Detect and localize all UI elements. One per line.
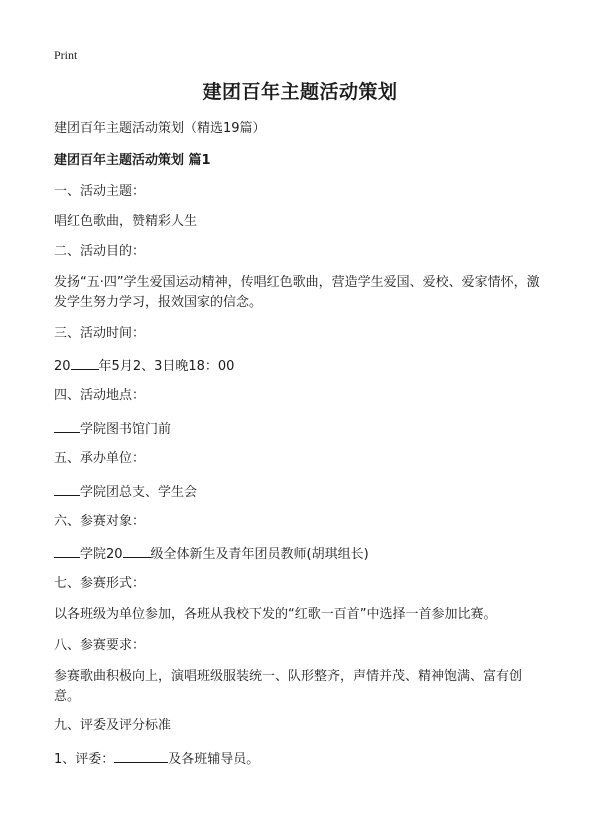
- place-blank: [54, 418, 80, 433]
- time-text: [54, 355, 554, 377]
- participants-blank-2: [123, 543, 151, 558]
- purpose-heading: 二、活动目的：: [54, 244, 146, 259]
- organizer-text: [54, 481, 554, 503]
- theme-heading: 一、活动主题：: [54, 184, 146, 199]
- requirements-text: 参赛歌曲积极向上，演唱班级服装统一、队形整齐，声情并茂、精神饱满、富有创意。: [54, 669, 523, 704]
- participants-blank-1: [54, 543, 80, 558]
- organizer-heading: 五、承办单位：: [54, 451, 146, 466]
- requirements-heading: 八、参赛要求：: [54, 638, 146, 653]
- time-prefix: 20: [54, 359, 71, 374]
- time-suffix: 年5月2、3日晚18：00: [98, 359, 235, 374]
- judges-text: [54, 748, 554, 770]
- judges-prefix: 1、评委：: [54, 752, 115, 767]
- judging-heading: 九、评委及评分标准: [54, 718, 172, 733]
- print-label: Print: [54, 48, 78, 62]
- document-subtitle: 建团百年主题活动策划（精选19篇）: [54, 121, 266, 136]
- time-heading: 三、活动时间：: [54, 326, 146, 341]
- participants-text: [54, 543, 554, 565]
- participants-suffix: 级全体新生及青年团员教师(胡琪组长): [150, 547, 369, 562]
- page-title: 建团百年主题活动策划: [202, 81, 398, 103]
- place-value: 学院图书馆门前: [80, 422, 172, 437]
- participants-heading: 六、参赛对象：: [54, 514, 146, 529]
- form-text: 以各班级为单位参加，各班从我校下发的“红歌一百首”中选择一首参加比赛。: [54, 607, 497, 622]
- section-heading: 建团百年主题活动策划 篇1: [54, 153, 211, 168]
- participants-mid: 学院20: [80, 547, 123, 562]
- purpose-text: 发扬“五·四”学生爱国运动精神，传唱红色歌曲，营造学生爱国、爱校、爱家情怀，激发学生努力学习，报效国家的信念。: [54, 275, 540, 310]
- theme-text: 唱红色歌曲，赞精彩人生: [54, 214, 198, 229]
- judges-suffix: 及各班辅导员。: [168, 752, 260, 767]
- organizer-value: 学院团总支、学生会: [80, 485, 198, 500]
- judges-blank: [114, 748, 168, 763]
- form-heading: 七、参赛形式：: [54, 576, 146, 591]
- organizer-blank: [54, 481, 80, 496]
- year-blank: [71, 355, 99, 370]
- place-heading: 四、活动地点：: [54, 388, 146, 403]
- place-text: [54, 418, 554, 440]
